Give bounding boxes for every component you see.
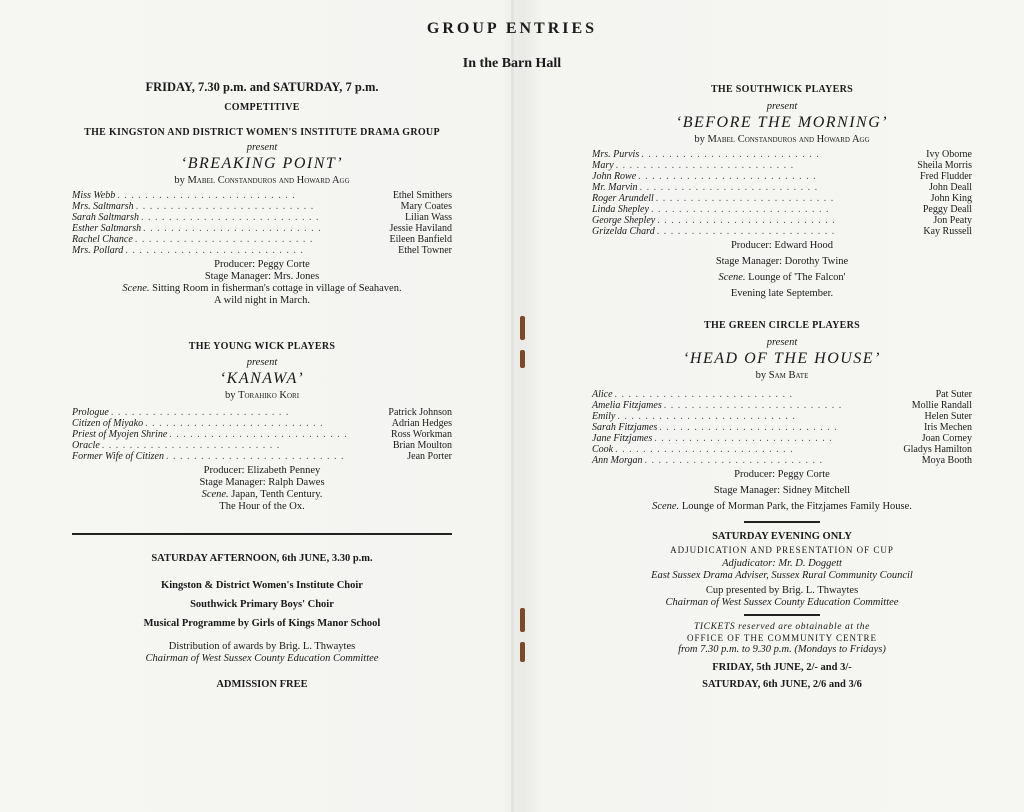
cast-actor: Joan Corney	[921, 433, 972, 444]
cast-role: John Rowe	[592, 171, 637, 182]
stage-manager: Stage Manager: Dorothy Twine	[715, 256, 849, 267]
cast-role: Prologue	[72, 407, 109, 418]
section-divider	[72, 533, 452, 535]
cast-actor: Kay Russell	[923, 226, 972, 237]
stage-manager: Stage Manager: Ralph Dawes	[199, 477, 325, 488]
cast-actor: Brian Moulton	[392, 440, 452, 451]
cast-actor: Mollie Randall	[911, 400, 972, 411]
dot-leader: . . . . . . . . . . . . . . . . . . . . . . . . . .	[101, 440, 281, 451]
cup-presenter: Cup presented by Brig. L. Thwaytes	[705, 585, 859, 596]
cast-actor: Mary Coates	[400, 201, 452, 212]
scene-description	[72, 283, 452, 295]
cast-role: Grizelda Chard	[592, 226, 655, 237]
friday-prices: FRIDAY, 5th JUNE, 2/- and 3/-	[712, 662, 852, 673]
afternoon-item: Kingston & District Women's Institute Choir	[161, 580, 363, 591]
cast-role: Mrs. Purvis	[592, 149, 640, 160]
company-name: THE KINGSTON AND DISTRICT WOMEN'S INSTITUTE DRAMA GROUP	[84, 127, 440, 138]
evening-subtitle: ADJUDICATION AND PRESENTATION OF CUP	[670, 545, 894, 555]
cast-role: Mr. Marvin	[592, 182, 638, 193]
right-column	[592, 80, 972, 690]
cast-list	[592, 149, 972, 237]
cast-row	[592, 389, 972, 400]
cast-role: Priest of Myojen Shrine	[72, 429, 168, 440]
cast-actor: Gladys Hamilton	[903, 444, 972, 455]
cast-role: Mrs. Pollard	[72, 245, 124, 256]
cast-role: Mary	[592, 160, 614, 171]
cast-role: Cook	[592, 444, 614, 455]
dot-leader: . . . . . . . . . . . . . . . . . . . . . . . . . .	[135, 201, 315, 212]
cast-row	[592, 433, 972, 444]
performance-times: FRIDAY, 7.30 p.m. and SATURDAY, 7 p.m.	[145, 80, 379, 94]
cast-actor: Moya Booth	[921, 455, 972, 466]
cast-role: Esther Saltmarsh	[72, 223, 142, 234]
cast-row	[72, 440, 452, 451]
play-author: by Mabel Constanduros and Howard Agg	[694, 134, 870, 145]
dot-leader: . . . . . . . . . . . . . . . . . . . . . . . . . .	[641, 149, 820, 160]
dot-leader: . . . . . . . . . . . . . . . . . . . . . . . . . .	[140, 212, 320, 223]
dot-leader: . . . . . . . . . . . . . . . . . . . . . . . . . .	[125, 245, 304, 256]
saturday-prices: SATURDAY, 6th JUNE, 2/6 and 3/6	[702, 679, 862, 690]
cast-role: Ann Morgan	[592, 455, 643, 466]
company-name: THE YOUNG WICK PLAYERS	[188, 341, 336, 352]
dot-leader: . . . . . . . . . . . . . . . . . . . . . . . . . .	[639, 182, 819, 193]
scene-label: Scene.	[122, 283, 150, 294]
dot-leader: . . . . . . . . . . . . . . . . . . . . . . . . . .	[655, 193, 835, 204]
producer: Producer: Edward Hood	[730, 240, 834, 251]
evening-title: SATURDAY EVENING ONLY	[712, 531, 852, 542]
producer: Producer: Peggy Corte	[214, 259, 310, 270]
cast-role: Alice	[592, 389, 613, 400]
afternoon-time: SATURDAY AFTERNOON, 6th JUNE, 3.30 p.m.	[151, 553, 373, 564]
cast-actor: Sheila Morris	[917, 160, 972, 171]
cast-actor: Eileen Banfield	[389, 234, 452, 245]
dot-leader: . . . . . . . . . . . . . . . . . . . . . . . . . .	[650, 204, 830, 215]
cast-row	[72, 212, 452, 223]
play-author: by Sam Bate	[755, 370, 809, 381]
dot-leader: . . . . . . . . . . . . . . . . . . . . . . . . . .	[615, 444, 794, 455]
scene-description	[592, 272, 972, 284]
section-divider	[744, 521, 820, 523]
cast-row	[592, 215, 972, 226]
play-title: ‘BREAKING POINT’	[180, 155, 344, 172]
cast-row	[72, 429, 452, 440]
tickets-office: OFFICE OF THE COMMUNITY CENTRE	[686, 633, 877, 643]
dot-leader: . . . . . . . . . . . . . . . . . . . . . . . . . .	[165, 451, 345, 462]
scene-description	[72, 489, 452, 501]
cast-row	[72, 407, 452, 418]
venue-subtitle: In the Barn Hall	[462, 56, 562, 71]
cast-row	[592, 422, 972, 433]
dot-leader: . . . . . . . . . . . . . . . . . . . . . . . . . .	[659, 422, 838, 433]
adjudicator-role: East Sussex Drama Adviser, Sussex Rural Community Council	[651, 570, 913, 581]
left-column	[72, 80, 452, 690]
page-fold	[511, 0, 514, 812]
cast-role: Rachel Chance	[72, 234, 133, 245]
scene-label: Scene.	[652, 501, 680, 512]
cast-row	[592, 411, 972, 422]
cast-role: Emily	[592, 411, 616, 422]
cast-actor: Jessie Haviland	[389, 223, 452, 234]
staple-top	[520, 316, 525, 340]
cast-actor: John Deall	[928, 182, 972, 193]
staple-top-lower	[520, 350, 525, 368]
afternoon-item: Musical Programme by Girls of Kings Manor School	[143, 618, 381, 629]
awards-line: Distribution of awards by Brig. L. Thwaytes	[168, 641, 356, 652]
cast-actor: Helen Suter	[924, 411, 972, 422]
dot-leader: . . . . . . . . . . . . . . . . . . . . . . . . . .	[644, 455, 823, 466]
admission-label: ADMISSION FREE	[216, 679, 308, 690]
cast-actor: Jon Peaty	[933, 215, 972, 226]
adjudicator: Adjudicator: Mr. D. Doggett	[722, 558, 842, 569]
cast-role: Miss Webb	[72, 190, 116, 201]
cast-actor: Ethel Smithers	[392, 190, 452, 201]
tickets-line: TICKETS reserved are obtainable at the	[694, 622, 870, 632]
producer: Producer: Peggy Corte	[734, 469, 830, 480]
scene-text: Lounge of 'The Falcon'	[748, 272, 846, 283]
cast-row	[72, 201, 452, 212]
cast-list	[72, 407, 452, 462]
cast-actor: Peggy Deall	[922, 204, 972, 215]
scene-description-2: The Hour of the Ox.	[219, 501, 305, 512]
cast-list	[592, 389, 972, 466]
cast-actor: Ivy Oborne	[926, 149, 972, 160]
cast-role: Sarah Fitzjames	[592, 422, 658, 433]
dot-leader: . . . . . . . . . . . . . . . . . . . . . . . . . .	[110, 407, 290, 418]
play-title: ‘KANAWA’	[219, 370, 305, 387]
scene-text: Japan, Tenth Century.	[231, 489, 323, 500]
cast-row	[72, 245, 452, 256]
tickets-hours: from 7.30 p.m. to 9.30 p.m. (Mondays to Fridays)	[678, 644, 886, 655]
cast-actor: Iris Mechen	[923, 422, 972, 433]
dot-leader: . . . . . . . . . . . . . . . . . . . . . . . . . .	[654, 433, 833, 444]
scene-description	[592, 501, 972, 513]
scene-description-2: Evening late September.	[730, 288, 834, 299]
page-title: GROUP ENTRIES	[426, 20, 598, 37]
cast-actor: Ethel Towner	[398, 245, 452, 256]
scene-description-2: A wild night in March.	[214, 295, 310, 306]
cast-role: George Shepley	[592, 215, 656, 226]
cast-role: Sarah Saltmarsh	[72, 212, 139, 223]
scene-text: Lounge of Morman Park, the Fitzjames Family House.	[681, 501, 912, 512]
dot-leader: . . . . . . . . . . . . . . . . . . . . . . . . . .	[638, 171, 817, 182]
cast-role: Linda Shepley	[592, 204, 649, 215]
cast-actor: Lilian Wass	[404, 212, 452, 223]
section-divider	[744, 614, 820, 616]
scene-text: Sitting Room in fisherman's cottage in village of Seahaven.	[152, 283, 402, 294]
play-author: by Torahiko Kori	[224, 390, 300, 401]
cast-role: Oracle	[72, 440, 100, 451]
cup-presenter-role: Chairman of West Sussex County Education Committee	[665, 597, 899, 608]
play-title: ‘HEAD OF THE HOUSE’	[683, 350, 881, 367]
dot-leader: . . . . . . . . . . . . . . . . . . . . . . . . . .	[657, 215, 836, 226]
cast-actor: John King	[930, 193, 972, 204]
dot-leader: . . . . . . . . . . . . . . . . . . . . . . . . . .	[617, 411, 796, 422]
cast-role: Jane Fitzjames	[592, 433, 653, 444]
dot-leader: . . . . . . . . . . . . . . . . . . . . . . . . . .	[614, 389, 794, 400]
producer: Producer: Elizabeth Penney	[203, 465, 321, 476]
cast-row	[72, 190, 452, 201]
present-label: present	[246, 142, 278, 153]
cast-row	[592, 149, 972, 160]
dot-leader: . . . . . . . . . . . . . . . . . . . . . . . . . .	[615, 160, 795, 171]
dot-leader: . . . . . . . . . . . . . . . . . . . . . . . . . .	[145, 418, 324, 429]
cast-row	[72, 234, 452, 245]
cast-row	[592, 204, 972, 215]
cast-row	[592, 193, 972, 204]
stage-manager: Stage Manager: Mrs. Jones	[204, 271, 320, 282]
scene-label: Scene.	[201, 489, 229, 500]
cast-actor: Adrian Hedges	[391, 418, 452, 429]
cast-row	[592, 160, 972, 171]
present-label: present	[246, 357, 278, 368]
cast-role: Mrs. Saltmarsh	[72, 201, 134, 212]
cast-row	[592, 444, 972, 455]
competitive-label: COMPETITIVE	[224, 102, 300, 113]
company-name: THE GREEN CIRCLE PLAYERS	[703, 320, 861, 331]
cast-actor: Fred Fludder	[920, 171, 972, 182]
cast-actor: Jean Porter	[407, 451, 452, 462]
play-author: by Mabel Constanduros and Howard Agg	[174, 175, 350, 186]
dot-leader: . . . . . . . . . . . . . . . . . . . . . . . . . .	[663, 400, 843, 411]
cast-row	[592, 455, 972, 466]
awards-role: Chairman of West Sussex County Education Committee	[145, 653, 379, 664]
cast-role: Former Wife of Citizen	[72, 451, 164, 462]
present-label: present	[766, 101, 798, 112]
dot-leader: . . . . . . . . . . . . . . . . . . . . . . . . . .	[143, 223, 322, 234]
cast-row	[72, 223, 452, 234]
stage-manager: Stage Manager: Sidney Mitchell	[713, 485, 851, 496]
cast-row	[72, 451, 452, 462]
dot-leader: . . . . . . . . . . . . . . . . . . . . . . . . . .	[117, 190, 296, 201]
cast-actor: Patrick Johnson	[388, 407, 452, 418]
dot-leader: . . . . . . . . . . . . . . . . . . . . . . . . . .	[134, 234, 314, 245]
play-title: ‘BEFORE THE MORNING’	[675, 114, 889, 131]
dot-leader: . . . . . . . . . . . . . . . . . . . . . . . . . .	[169, 429, 348, 440]
afternoon-item: Southwick Primary Boys' Choir	[190, 599, 334, 610]
cast-list	[72, 190, 452, 256]
staple-bottom	[520, 608, 525, 632]
cast-row	[592, 171, 972, 182]
cast-role: Amelia Fitzjames	[592, 400, 662, 411]
cast-row	[592, 400, 972, 411]
cast-actor: Ross Workman	[391, 429, 452, 440]
dot-leader: . . . . . . . . . . . . . . . . . . . . . . . . . .	[656, 226, 836, 237]
cast-role: Citizen of Miyako	[72, 418, 144, 429]
present-label: present	[766, 337, 798, 348]
scene-label: Scene.	[718, 272, 746, 283]
cast-row	[72, 418, 452, 429]
cast-row	[592, 182, 972, 193]
cast-row	[592, 226, 972, 237]
company-name: THE SOUTHWICK PLAYERS	[710, 84, 854, 95]
staple-bottom-lower	[520, 642, 525, 662]
cast-role: Roger Arundell	[592, 193, 654, 204]
cast-actor: Pat Suter	[935, 389, 972, 400]
